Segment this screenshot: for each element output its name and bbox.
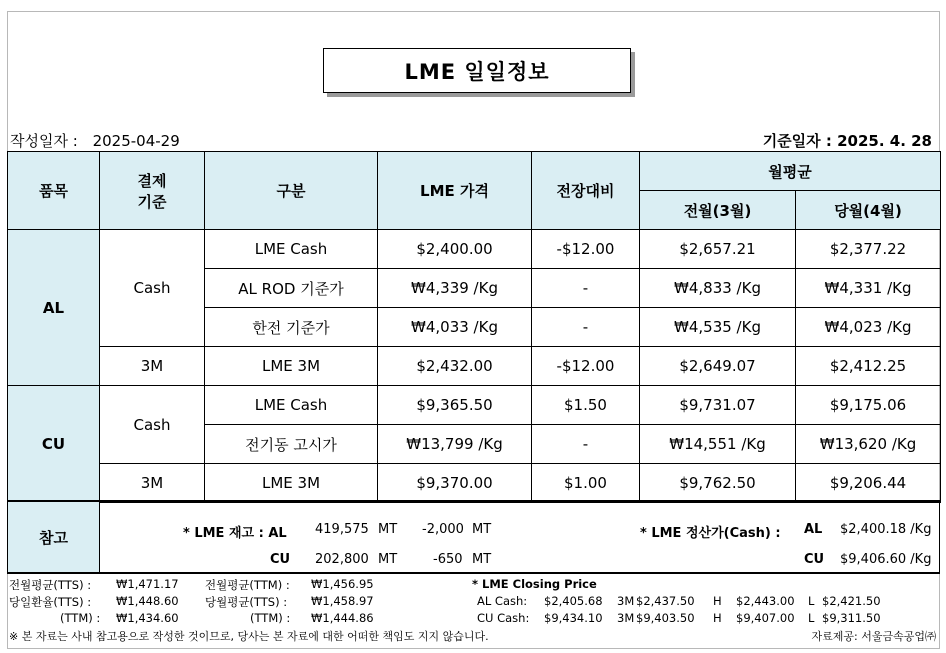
reference-label: 참고 [8,502,100,572]
fx-curr-tts-value: ₩1,458.97 [311,594,374,608]
stock-al-value: 419,575 [315,522,369,537]
table-row [8,464,941,503]
cu-high-label: H [713,611,722,625]
header-row [8,152,941,191]
closing-title: * LME Closing Price [472,577,597,591]
change-cell: $1.50 [532,386,640,425]
settle-3m-al: 3M [100,347,205,386]
settle-cu-label: CU [804,552,825,567]
fx-prev-tts-value: ₩1,471.17 [116,577,179,591]
header-settle-basis-2: 기준 [137,192,167,211]
category-cell: LME Cash [205,230,378,269]
data-source: 자료제공: 서울금속공업㈜ [811,630,936,643]
settle-3m-cu: 3M [100,464,205,503]
fx-today-tts-value: ₩1,448.60 [116,594,179,608]
cu-low-label: L [808,611,815,625]
prev-month-cell: ₩4,535 /Kg [640,308,796,347]
stock-label: * LME 재고 : AL [183,526,287,541]
stock-cu-label: CU [270,552,291,567]
al-high-label: H [713,594,722,608]
al-cash-label: AL Cash: [477,594,528,608]
change-cell: -$12.00 [532,230,640,269]
stock-cu-change-unit: MT [472,552,492,567]
fx-curr-ttm-label: (TTM) : [250,611,291,625]
header-settle-basis [100,152,205,230]
category-cell: LME 3M [205,464,378,503]
cu-cash-value: $9,434.10 [544,611,603,625]
fx-today-ttm-label: (TTM) : [60,611,101,625]
item-cu: CU [8,386,100,503]
curr-month-cell: $2,412.25 [796,347,941,386]
header-curr-month: 당월(4월) [796,191,941,230]
header-prev-month: 전월(3월) [640,191,796,230]
price-cell: $2,432.00 [378,347,532,386]
price-cell: $2,400.00 [378,230,532,269]
prev-month-cell: $2,649.07 [640,347,796,386]
settle-al-value: $2,400.18 /Kg [840,522,932,537]
al-cash-value: $2,405.68 [544,594,603,608]
stock-cu-unit: MT [378,552,398,567]
header-monthly-avg: 월평균 [640,152,941,191]
change-cell: - [532,425,640,464]
table-row [8,347,941,386]
change-cell: - [532,269,640,308]
prev-month-cell: $9,731.07 [640,386,796,425]
settle-cu-value: $9,406.60 /Kg [840,552,932,567]
stock-al-unit: MT [378,522,398,537]
cu-cash-label: CU Cash: [477,611,530,625]
fx-prev-ttm-value: ₩1,456.95 [311,577,374,591]
fx-today-tts-label: 당일환율(TTS) : [9,595,92,609]
category-cell: LME Cash [205,386,378,425]
fx-prev-ttm-label: 전월평균(TTM) : [205,578,290,592]
header-settle-basis-1: 결제 [137,171,167,190]
stock-cu-change: -650 [433,552,463,567]
category-cell: LME 3M [205,347,378,386]
al-high-value: $2,443.00 [736,594,795,608]
cu-high-value: $9,407.00 [736,611,795,625]
al-3m-label: 3M [617,594,635,608]
curr-month-cell: ₩4,331 /Kg [796,269,941,308]
write-date [10,130,180,151]
category-cell: 한전 기준가 [205,308,378,347]
header-category: 구분 [205,152,378,230]
price-cell: ₩13,799 /Kg [378,425,532,464]
stock-al-change: -2,000 [422,522,464,537]
change-cell: -$12.00 [532,347,640,386]
header-lme-price: LME 가격 [378,152,532,230]
table-row [8,230,941,269]
curr-month-cell: ₩13,620 /Kg [796,425,941,464]
table-row [8,386,941,425]
stock-al-change-unit: MT [472,522,492,537]
fx-curr-ttm-value: ₩1,444.86 [311,611,374,625]
category-cell: 전기동 고시가 [205,425,378,464]
settle-label: * LME 정산가(Cash) : [640,526,781,541]
report-title: LME 일일정보 [323,48,631,93]
settle-al-label: AL [804,522,823,537]
price-cell: $9,370.00 [378,464,532,503]
curr-month-cell: $9,175.06 [796,386,941,425]
header-item: 품목 [8,152,100,230]
al-low-value: $2,421.50 [822,594,881,608]
cu-3m-label: 3M [617,611,635,625]
fx-curr-tts-label: 당월평균(TTS) : [205,595,288,609]
curr-month-cell: $2,377.22 [796,230,941,269]
al-3m-value: $2,437.50 [636,594,695,608]
reference-section [7,500,940,574]
price-cell: ₩4,033 /Kg [378,308,532,347]
prev-month-cell: ₩14,551 /Kg [640,425,796,464]
change-cell: $1.00 [532,464,640,503]
curr-month-cell: ₩4,023 /Kg [796,308,941,347]
header-change: 전장대비 [532,152,640,230]
item-al: AL [8,230,100,386]
al-low-label: L [808,594,815,608]
prev-month-cell: $9,762.50 [640,464,796,503]
fx-prev-tts-label: 전월평균(TTS) : [9,578,92,592]
prev-month-cell: ₩4,833 /Kg [640,269,796,308]
settle-cash-al: Cash [100,230,205,347]
price-cell: ₩4,339 /Kg [378,269,532,308]
cu-3m-value: $9,403.50 [636,611,695,625]
disclaimer: ※ 본 자료는 사내 참고용으로 작성한 것이므로, 당사는 본 자료에 대한 어떠한 책임도 지지 않습니다. [9,630,489,643]
prev-month-cell: $2,657.21 [640,230,796,269]
cu-low-value: $9,311.50 [822,611,881,625]
change-cell: - [532,308,640,347]
category-cell: AL ROD 기준가 [205,269,378,308]
fx-today-ttm-value: ₩1,434.60 [116,611,179,625]
curr-month-cell: $9,206.44 [796,464,941,503]
settle-cash-cu: Cash [100,386,205,464]
price-cell: $9,365.50 [378,386,532,425]
price-table [7,151,941,503]
base-date: 기준일자 : 2025. 4. 28 [762,132,932,150]
write-date-value: 2025-04-29 [92,132,180,150]
write-date-label: 작성일자 : [10,132,78,150]
stock-cu-value: 202,800 [315,552,369,567]
